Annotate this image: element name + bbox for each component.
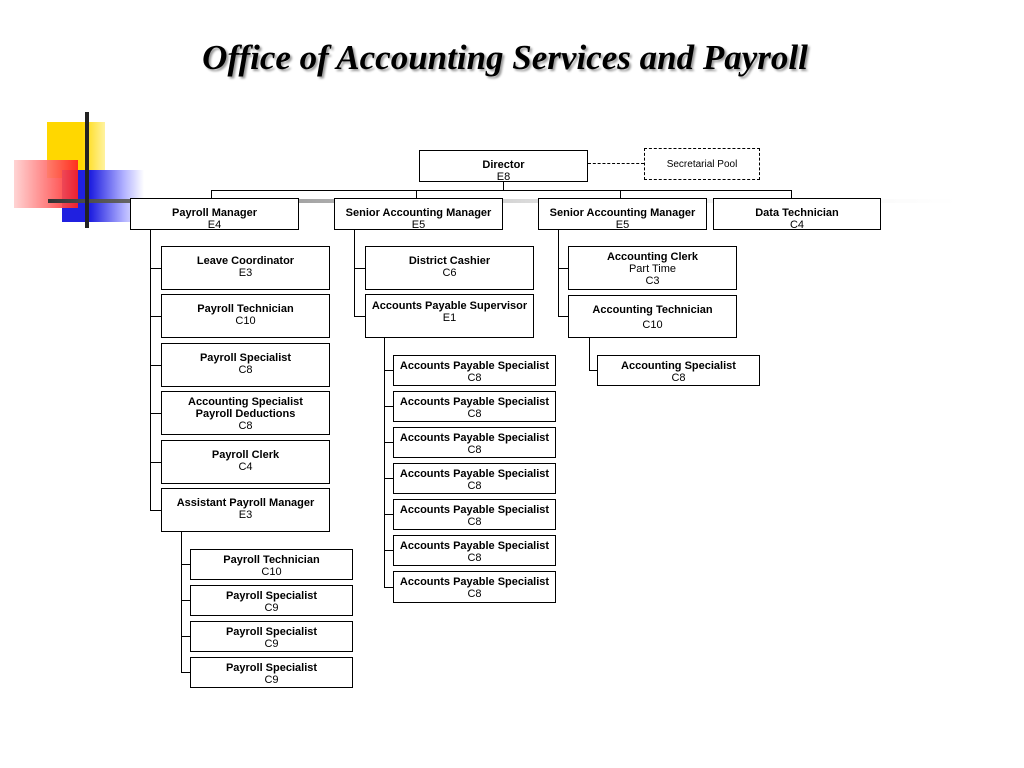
data-technician-box bbox=[713, 198, 881, 230]
box-grade: E5 bbox=[411, 219, 426, 231]
box-grade: C8 bbox=[467, 444, 482, 456]
box-grade: C6 bbox=[442, 267, 457, 279]
director-title: Director bbox=[482, 159, 525, 171]
box-grade: C8 bbox=[671, 372, 686, 384]
box-grade: E4 bbox=[207, 219, 222, 231]
accounting-clerk-box bbox=[568, 246, 737, 290]
connector-line bbox=[354, 230, 355, 316]
box-title: District Cashier bbox=[408, 255, 491, 267]
box-grade: E3 bbox=[238, 267, 253, 279]
decorative-vertical-bar bbox=[85, 112, 89, 228]
box-title: Accounts Payable Specialist bbox=[399, 576, 550, 588]
connector-line bbox=[384, 550, 393, 551]
accounting-specialist-payroll-deductions-box bbox=[161, 391, 330, 435]
connector-line bbox=[589, 370, 597, 371]
connector-line bbox=[150, 413, 161, 414]
box-title: Accounts Payable Specialist bbox=[399, 504, 550, 516]
connector-line bbox=[150, 316, 161, 317]
box-title: Payroll Technician bbox=[197, 303, 294, 315]
box-title: Leave Coordinator bbox=[196, 255, 295, 267]
payroll-specialist-box bbox=[190, 657, 353, 688]
box-title: Accounts Payable Specialist bbox=[399, 540, 550, 552]
box-grade: C10 bbox=[642, 319, 663, 331]
box-grade: C9 bbox=[264, 638, 279, 650]
box-grade: C9 bbox=[264, 602, 279, 614]
secretarial-pool-box bbox=[644, 148, 760, 180]
box-grade: C8 bbox=[467, 516, 482, 528]
box-title: Accounts Payable Specialist bbox=[399, 468, 550, 480]
connector-line bbox=[211, 190, 212, 198]
box-title: Payroll Specialist bbox=[225, 626, 318, 638]
box-grade: C8 bbox=[238, 364, 253, 376]
box-grade: C4 bbox=[238, 461, 253, 473]
box-grade: C8 bbox=[467, 480, 482, 492]
payroll-manager-box bbox=[130, 198, 299, 230]
box-title: Senior Accounting Manager bbox=[549, 207, 696, 219]
connector-line bbox=[384, 478, 393, 479]
box-title: Senior Accounting Manager bbox=[345, 207, 492, 219]
connector-line bbox=[150, 268, 161, 269]
box-grade: C3 bbox=[645, 275, 660, 287]
connector-line bbox=[558, 316, 568, 317]
connector-line bbox=[181, 564, 190, 565]
payroll-clerk-box bbox=[161, 440, 330, 484]
box-title: Accounts Payable Specialist bbox=[399, 432, 550, 444]
connector-line bbox=[589, 338, 590, 370]
box-grade: C8 bbox=[467, 408, 482, 420]
box-title: Accounting Technician bbox=[592, 304, 713, 316]
box-grade: C8 bbox=[238, 420, 253, 432]
connector-line bbox=[620, 190, 621, 198]
box-grade: C8 bbox=[467, 552, 482, 564]
payroll-technician-box bbox=[161, 294, 330, 338]
box-title: Payroll Specialist bbox=[225, 590, 318, 602]
box-title: Accounts Payable Supervisor bbox=[371, 300, 528, 312]
director-grade: E8 bbox=[496, 171, 511, 183]
senior-accounting-manager-box bbox=[538, 198, 707, 230]
box-title: Assistant Payroll Manager bbox=[176, 497, 315, 509]
page-title: Office of Accounting Services and Payroll bbox=[202, 38, 808, 77]
connector-line bbox=[384, 442, 393, 443]
box-title: Payroll Manager bbox=[172, 207, 257, 219]
payroll-technician-box bbox=[190, 549, 353, 580]
box-grade: E1 bbox=[442, 312, 457, 324]
accounting-specialist-box bbox=[597, 355, 760, 386]
connector-line bbox=[791, 190, 792, 198]
connector-line bbox=[354, 268, 365, 269]
leave-coordinator-box bbox=[161, 246, 330, 290]
connector-line bbox=[181, 672, 190, 673]
accounts-payable-specialist-box bbox=[393, 499, 556, 530]
accounts-payable-supervisor-box bbox=[365, 294, 534, 338]
connector-line bbox=[384, 370, 393, 371]
box-title: Accounts Payable Specialist bbox=[399, 396, 550, 408]
box-title: Accounting Clerk bbox=[606, 251, 699, 263]
accounts-payable-specialist-box bbox=[393, 535, 556, 566]
connector-line bbox=[588, 163, 644, 164]
connector-line bbox=[211, 190, 791, 191]
connector-line bbox=[354, 316, 365, 317]
connector-line bbox=[181, 600, 190, 601]
payroll-specialist-box bbox=[190, 621, 353, 652]
connector-line bbox=[150, 510, 161, 511]
connector-line bbox=[384, 587, 393, 588]
box-grade: E5 bbox=[615, 219, 630, 231]
box-subtitle: Part Time bbox=[628, 263, 677, 275]
director-box bbox=[419, 150, 588, 182]
connector-line bbox=[558, 230, 559, 316]
payroll-specialist-box bbox=[161, 343, 330, 387]
accounts-payable-specialist-box bbox=[393, 571, 556, 603]
box-grade: C10 bbox=[235, 315, 256, 327]
box-title: Payroll Specialist bbox=[199, 352, 292, 364]
box-title: Data Technician bbox=[755, 207, 839, 219]
secretarial-pool-label: Secretarial Pool bbox=[666, 159, 738, 170]
connector-line bbox=[416, 190, 417, 198]
box-title-line2: Payroll Deductions bbox=[195, 408, 296, 420]
accounts-payable-specialist-box bbox=[393, 391, 556, 422]
box-grade: C9 bbox=[264, 674, 279, 686]
box-title: Accounts Payable Specialist bbox=[399, 360, 550, 372]
accounts-payable-specialist-box bbox=[393, 463, 556, 494]
box-grade: E3 bbox=[238, 509, 253, 521]
box-grade: C4 bbox=[789, 219, 805, 231]
district-cashier-box bbox=[365, 246, 534, 290]
connector-line bbox=[150, 230, 151, 510]
connector-line bbox=[181, 636, 190, 637]
box-title: Accounting Specialist bbox=[188, 396, 303, 408]
box-title: Payroll Specialist bbox=[225, 662, 318, 674]
connector-line bbox=[558, 268, 568, 269]
payroll-specialist-box bbox=[190, 585, 353, 616]
connector-line bbox=[384, 514, 393, 515]
box-grade: C8 bbox=[467, 372, 482, 384]
connector-line bbox=[150, 365, 161, 366]
assistant-payroll-manager-box bbox=[161, 488, 330, 532]
box-grade: C10 bbox=[261, 566, 282, 578]
connector-line bbox=[384, 406, 393, 407]
senior-accounting-manager-box bbox=[334, 198, 503, 230]
box-title: Payroll Clerk bbox=[211, 449, 280, 461]
accounts-payable-specialist-box bbox=[393, 355, 556, 386]
connector-line bbox=[181, 532, 182, 672]
accounting-technician-box bbox=[568, 295, 737, 338]
box-grade: C8 bbox=[467, 588, 482, 600]
box-title: Payroll Technician bbox=[223, 554, 320, 566]
connector-line bbox=[503, 182, 504, 190]
connector-line bbox=[150, 462, 161, 463]
accounts-payable-specialist-box bbox=[393, 427, 556, 458]
box-title: Accounting Specialist bbox=[621, 360, 736, 372]
